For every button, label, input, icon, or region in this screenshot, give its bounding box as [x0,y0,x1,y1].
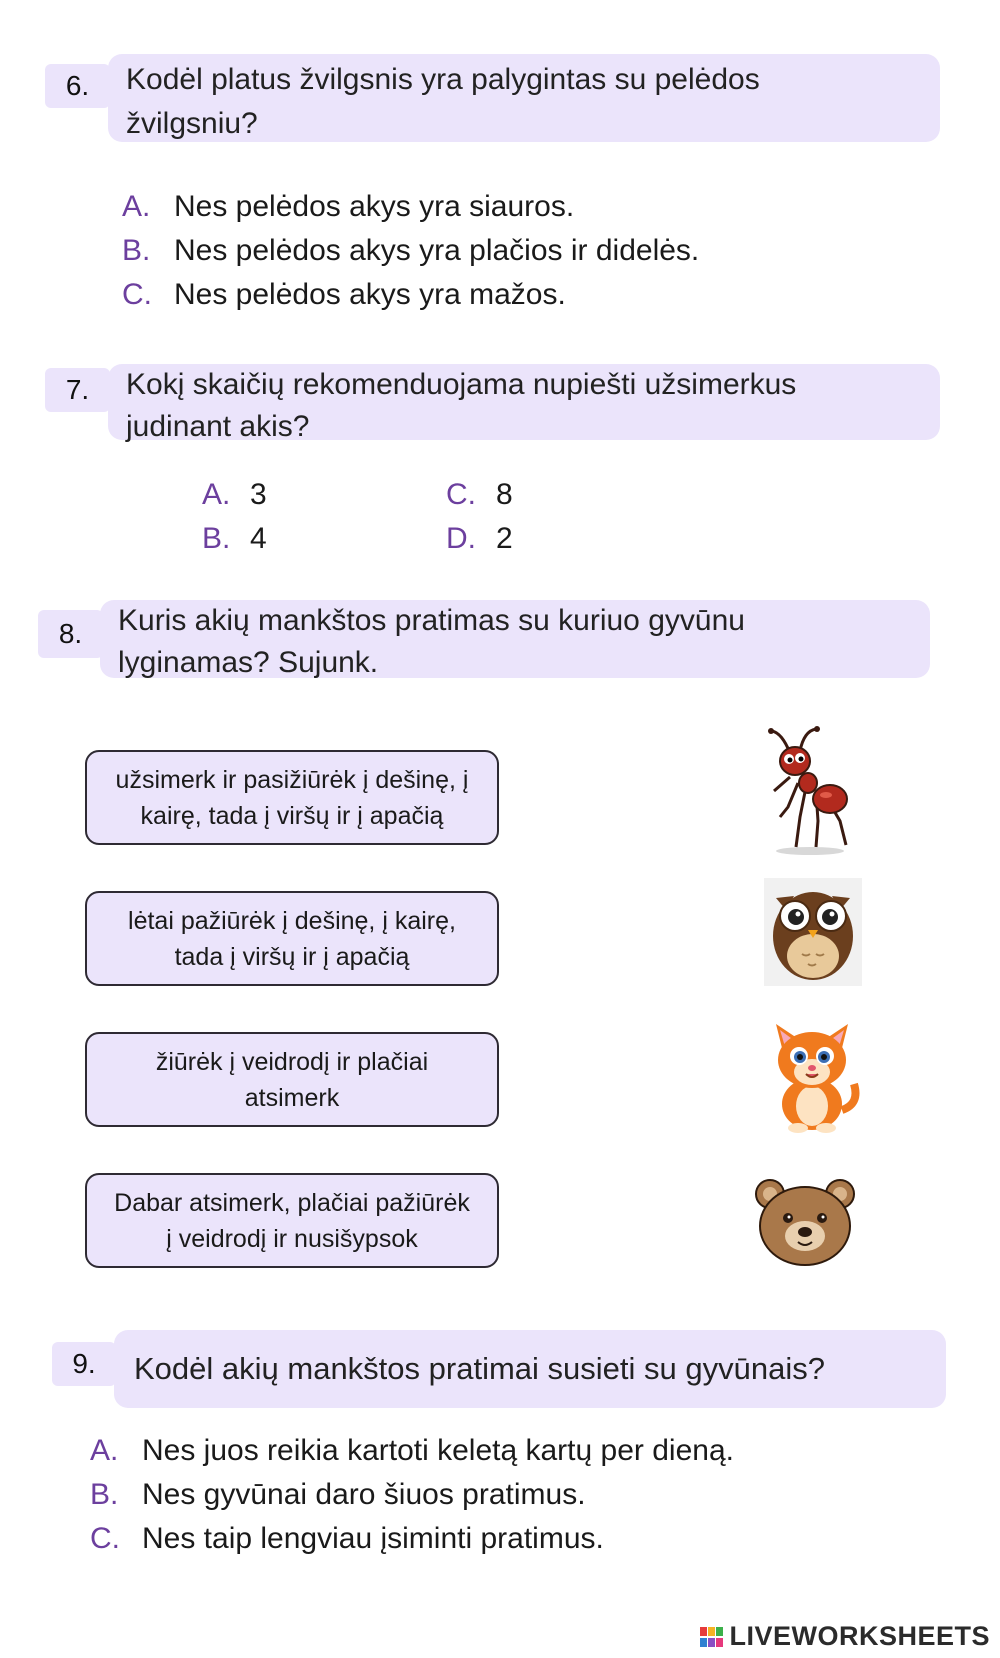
question-7-number-text: 7. [65,374,90,405]
q7-option-d-letter: D. [446,522,476,555]
match-exercise-2-line-1: lėtai pažiūrėk į dešinę, į kairę, [128,906,456,935]
q7-option-a[interactable] [202,478,267,512]
match-exercise-2-line-2: tada į viršų ir į apačią [174,942,410,971]
question-8-number [38,610,103,658]
question-6-number-text: 6. [65,70,90,101]
match-exercise-3-line-1: žiūrėk į veidrodį ir plačiai [155,1047,429,1076]
q6-option-a-letter: A. [122,190,151,223]
match-exercise-3[interactable] [85,1032,499,1127]
question-7-text [108,364,940,443]
q9-option-a[interactable] [90,1434,734,1468]
q9-option-b-letter: B. [90,1478,119,1511]
question-9-line: Kodėl akių mankštos pratimai susieti su gyvūnais? [134,1351,825,1386]
q9-option-b-text: Nes gyvūnai daro šiuos pratimus. [142,1478,586,1511]
match-exercise-2[interactable] [85,891,499,986]
question-7-line-1: Kokį skaičių rekomenduojama nupiešti užsimerkus [126,368,797,401]
question-8-line-1: Kuris akių mankštos pratimas su kuriuo gyvūnu [118,604,745,637]
q6-option-b-text: Nes pelėdos akys yra plačios ir didelės. [174,234,700,267]
q9-option-a-letter: A. [90,1434,119,1467]
q7-option-d[interactable] [446,522,513,556]
liveworksheets-logo-icon [699,1626,725,1648]
question-6-line-2: žvilgsniu? [126,107,258,140]
question-9-number [52,1342,116,1386]
match-exercise-1-line-1: užsimerk ir pasižiūrėk į dešinę, į [115,765,469,794]
question-9-number-text: 9. [72,1348,96,1379]
match-exercise-1[interactable] [85,750,499,845]
q6-option-c-letter: C. [122,278,152,311]
q9-option-c[interactable] [90,1522,604,1556]
q6-option-c-text: Nes pelėdos akys yra mažos. [174,278,566,311]
q7-option-b-letter: B. [202,522,231,555]
cat-picture[interactable] [764,1014,860,1134]
bear-picture[interactable] [752,1176,858,1268]
q9-option-c-text: Nes taip lengviau įsiminti pratimus. [142,1522,604,1555]
q7-option-c-text: 8 [496,478,513,511]
q7-option-c-letter: C. [446,478,476,511]
q7-option-b-text: 4 [250,522,267,555]
question-7-number [45,368,110,412]
q9-option-a-text: Nes juos reikia kartoti keletą kartų per dieną. [142,1434,734,1467]
owl-picture[interactable] [764,878,862,986]
q6-option-c[interactable] [122,278,566,312]
question-7-line-2: judinant akis? [126,410,310,443]
question-6-text [108,54,940,142]
q7-option-c[interactable] [446,478,513,512]
question-6-number [45,64,110,108]
match-exercise-4-line-2: į veidrodį ir nusišypsok [166,1224,418,1253]
brand-name: LIVEWORKSHEETS [729,1621,990,1651]
q6-option-b[interactable] [122,234,699,268]
q7-option-d-text: 2 [496,522,513,555]
q9-option-c-letter: C. [90,1522,120,1555]
q6-option-b-letter: B. [122,234,151,267]
question-8-text [100,600,930,678]
match-exercise-1-line-2: kairę, tada į viršų ir į apačią [140,801,444,830]
ant-picture[interactable] [760,725,860,857]
question-6-line-1: Kodėl platus žvilgsnis yra palygintas su pelėdos [126,63,760,96]
q6-option-a[interactable] [122,190,574,224]
match-exercise-4-line-1: Dabar atsimerk, plačiai pažiūrėk [114,1188,470,1217]
match-exercise-3-line-2: atsimerk [244,1083,340,1112]
question-8-number-text: 8. [58,618,83,649]
liveworksheets-brand [699,1621,990,1652]
question-9-text [114,1330,946,1408]
q7-option-b[interactable] [202,522,267,556]
q6-option-a-text: Nes pelėdos akys yra siauros. [174,190,575,223]
question-8-line-2: lyginamas? Sujunk. [118,646,379,679]
match-exercise-4[interactable] [85,1173,499,1268]
q7-option-a-text: 3 [250,478,267,511]
q9-option-b[interactable] [90,1478,586,1512]
q7-option-a-letter: A. [202,478,231,511]
